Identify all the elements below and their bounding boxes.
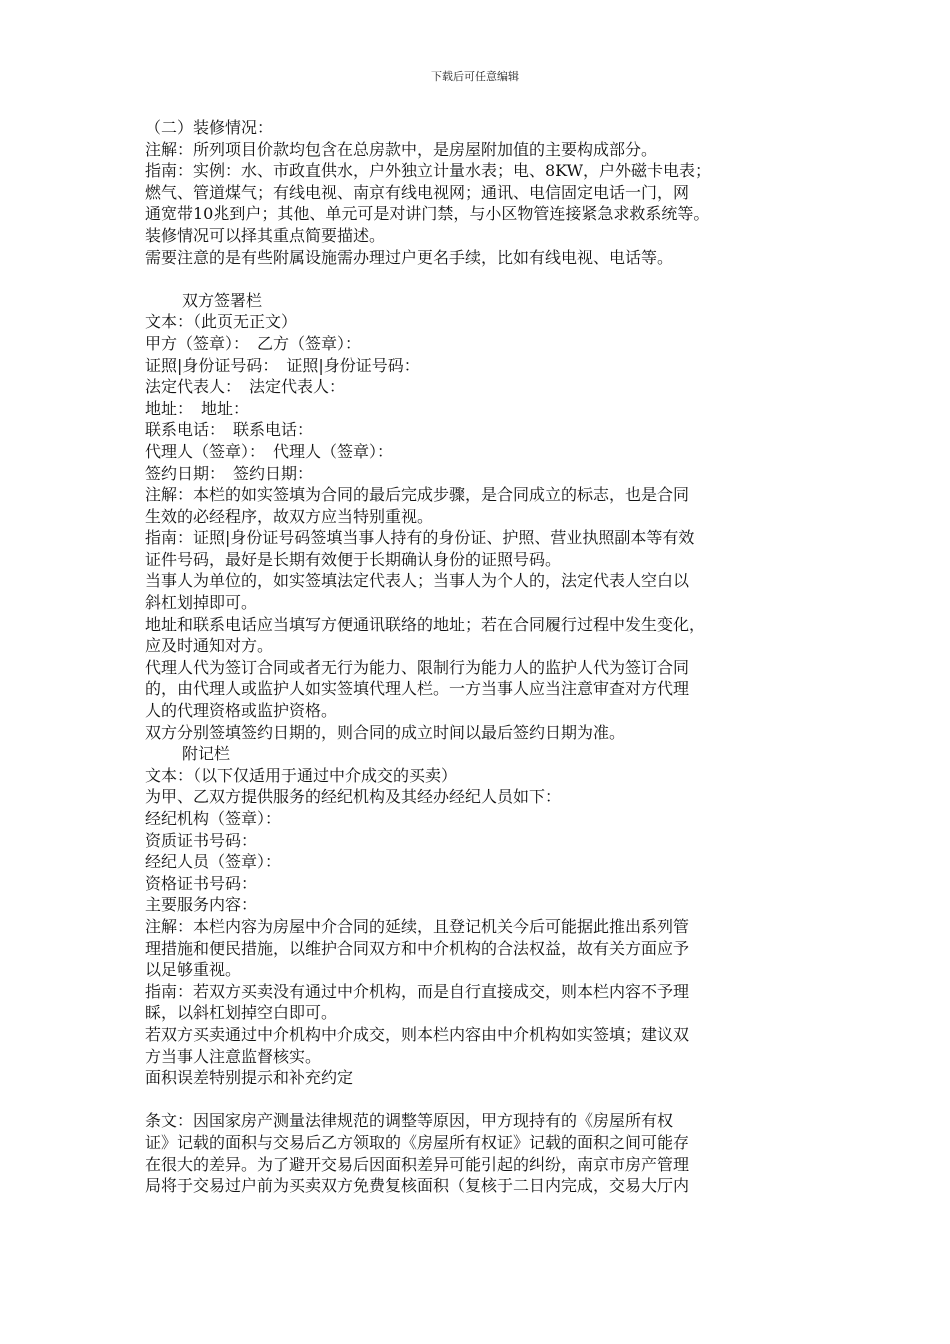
- text-line: 理措施和便民措施，以维护合同双方和中介机构的合法权益，故有关方面应予: [145, 938, 690, 958]
- text-line: 地址： 地址：: [145, 398, 250, 418]
- text-line: （二）装修情况：: [145, 118, 274, 137]
- text-line: 指南：证照|身份证号码签填当事人持有的身份证、护照、营业执照副本等有效: [145, 528, 695, 548]
- text-line: 在很大的差异。为了避开交易后因面积差异可能引起的纠纷，南京市房产管理: [145, 1154, 690, 1174]
- text-line: 人的代理资格或监护资格。: [145, 701, 338, 721]
- text-line: 应及时通知对方。: [145, 636, 274, 656]
- document-body: [145, 117, 825, 1197]
- text-line: 证件号码，最好是长期有效便于长期确认身份的证照号码。: [145, 549, 562, 569]
- text-line: 的，由代理人或监护人如实签填代理人栏。一方当事人应当注意审查对方代理: [145, 679, 690, 699]
- text-line: 为甲、乙双方提供服务的经纪机构及其经办经纪人员如下：: [145, 787, 562, 807]
- text-line: 文本：（此页无正文）: [145, 312, 298, 332]
- text-line: 资质证书号码：: [145, 830, 258, 850]
- text-line: 法定代表人： 法定代表人：: [145, 377, 346, 397]
- text-line: 注解：本栏的如实签填为合同的最后完成步骤，是合同成立的标志，也是合同: [145, 485, 690, 505]
- text-line: 斜杠划掉即可。: [145, 593, 258, 613]
- text-line: 装修情况可以择其重点简要描述。: [145, 225, 386, 245]
- page-header: 下载后可任意编辑: [431, 70, 519, 83]
- text-line: 甲方（签章）： 乙方（签章）：: [145, 333, 362, 353]
- text-line: 生效的必经程序，故双方应当特别重视。: [145, 506, 434, 526]
- text-line: 签约日期： 签约日期：: [145, 463, 314, 483]
- text-line: 主要服务内容：: [145, 895, 258, 915]
- text-line: 联系电话： 联系电话：: [145, 420, 314, 440]
- blank-line: [145, 1089, 825, 1111]
- text-line: 睬，以斜杠划掉空白即可。: [145, 1003, 338, 1023]
- text-line: 代理人（签章）： 代理人（签章）：: [145, 441, 394, 461]
- text-line: 通宽带10兆到户；其他、单元可是对讲门禁，与小区物管连接紧急求救系统等。: [145, 204, 710, 224]
- text-line: 当事人为单位的，如实签填法定代表人；当事人为个人的，法定代表人空白以: [145, 571, 690, 591]
- text-line: 条文：因国家房产测量法律规范的调整等原因，甲方现持有的《房屋所有权: [145, 1111, 674, 1131]
- text-line: 指南：实例：水、市政直供水，户外独立计量水表；电、8KW，户外磁卡电表；: [145, 161, 712, 181]
- text-line: 燃气、管道煤气；有线电视、南京有线电视网；通讯、电信固定电话一门，网: [145, 182, 690, 202]
- text-line: 注解：所列项目价款均包含在总房款中，是房屋附加值的主要构成部分。: [145, 139, 658, 159]
- section-heading: 双方签署栏: [182, 290, 263, 310]
- text-line: 方当事人注意监督核实。: [145, 1046, 322, 1066]
- text-line: 经纪人员（签章）：: [145, 852, 282, 872]
- text-line: 需要注意的是有些附属设施需办理过户更名手续，比如有线电视、电话等。: [145, 247, 674, 267]
- text-line: 证》记载的面积与交易后乙方领取的《房屋所有权证》记载的面积之间可能存: [145, 1132, 690, 1152]
- text-line: 若双方买卖通过中介机构中介成交，则本栏内容由中介机构如实签填；建议双: [145, 1024, 690, 1044]
- text-line: 地址和联系电话应当填写方便通讯联络的地址；若在合同履行过程中发生变化，: [145, 614, 706, 634]
- text-line: 经纪机构（签章）：: [145, 809, 282, 828]
- blank-line: [145, 268, 825, 290]
- section-heading: 附记栏: [182, 744, 231, 764]
- text-line: 双方分别签填签约日期的，则合同的成立时间以最后签约日期为准。: [145, 722, 626, 742]
- text-line: 注解：本栏内容为房屋中介合同的延续，且登记机关今后可能据此推出系列管: [145, 916, 690, 936]
- text-line: 局将于交易过户前为买卖双方免费复核面积（复核于二日内完成，交易大厅内: [145, 1176, 690, 1196]
- text-line: 证照|身份证号码： 证照|身份证号码：: [145, 355, 420, 375]
- section-heading: 面积误差特别提示和补充约定: [145, 1068, 354, 1088]
- text-line: 指南：若双方买卖没有通过中介机构，而是自行直接成交，则本栏内容不予理: [145, 981, 690, 1001]
- text-line: 以足够重视。: [145, 960, 242, 980]
- text-line: 文本：（以下仅适用于通过中介成交的买卖）: [145, 765, 458, 785]
- text-line: 资格证书号码：: [145, 873, 258, 893]
- text-line: 代理人代为签订合同或者无行为能力、限制行为能力人的监护人代为签订合同: [145, 657, 690, 677]
